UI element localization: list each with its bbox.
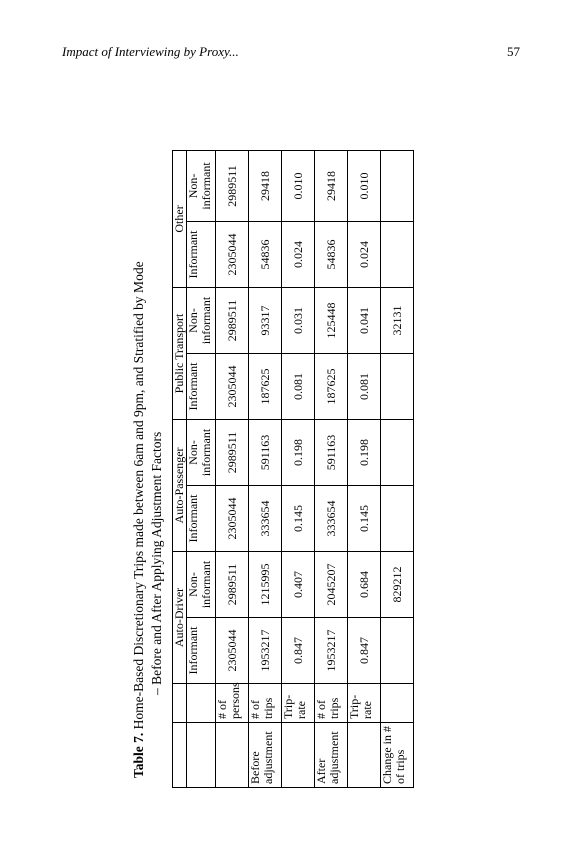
rotated-table-block	[125, 123, 441, 813]
table-cell: 2989511	[216, 419, 249, 485]
table-label: Table 7.	[131, 732, 146, 778]
table-cell: 0.684	[348, 551, 381, 617]
mode-header-public-transport: Public Transport	[173, 287, 187, 419]
table-cell: 1953217	[249, 618, 282, 684]
table-cell: 93317	[249, 287, 282, 353]
table-cell: 333654	[315, 485, 348, 551]
table-row	[216, 150, 249, 787]
subheader-row	[187, 150, 216, 787]
table-cell: 187625	[315, 353, 348, 419]
table-cell: 1953217	[315, 618, 348, 684]
subheader-non-informant: Non-informant	[187, 419, 216, 485]
table-cell: 2305044	[216, 485, 249, 551]
mode-header-row	[173, 150, 187, 787]
table-cell: 0.031	[282, 287, 315, 353]
mode-header-other: Other	[173, 150, 187, 287]
table-cell: 0.010	[282, 150, 315, 221]
subheader-informant: Informant	[187, 618, 216, 684]
table-cell: 0.024	[348, 221, 381, 287]
table-cell: 1215995	[249, 551, 282, 617]
table-cell: 2305044	[216, 221, 249, 287]
empty-cell	[187, 723, 216, 788]
table-cell	[381, 353, 414, 419]
row-measure-label: # of trips	[315, 684, 348, 723]
subheader-informant: Informant	[187, 353, 216, 419]
table-cell: 54836	[315, 221, 348, 287]
table-cell: 2045207	[315, 551, 348, 617]
table-cell: 0.024	[282, 221, 315, 287]
table-cell: 0.847	[348, 618, 381, 684]
row-measure-label: # of persons	[216, 684, 249, 723]
row-group-label: Change in # of trips	[381, 723, 414, 788]
subheader-non-informant: Non-informant	[187, 551, 216, 617]
running-title: Impact of Interviewing by Proxy...	[62, 44, 239, 59]
table-cell	[381, 618, 414, 684]
table-cell: 0.081	[348, 353, 381, 419]
row-group-label	[216, 723, 249, 788]
empty-cell	[187, 684, 216, 723]
page-number: 57	[507, 44, 520, 59]
table-cell: 187625	[249, 353, 282, 419]
mode-header-auto-passenger: Auto-Passenger	[173, 419, 187, 551]
table-cell	[381, 419, 414, 485]
subheader-informant: Informant	[187, 485, 216, 551]
table-cell: 0.041	[348, 287, 381, 353]
table-cell: 0.081	[282, 353, 315, 419]
table-cell: 591163	[315, 419, 348, 485]
row-group-label	[348, 723, 381, 788]
table-cell: 32131	[381, 287, 414, 353]
table-row	[282, 150, 315, 787]
table-cell: 2989511	[216, 150, 249, 221]
subheader-non-informant: Non-informant	[187, 150, 216, 221]
row-group-label: Before adjustment	[249, 723, 282, 788]
table-caption	[131, 261, 147, 778]
mode-header-auto-driver: Auto-Driver	[173, 551, 187, 683]
table-cell: 54836	[249, 221, 282, 287]
table-title: Home-Based Discretionary Trips made between 6am and 9pm, and Stratified by Mode	[131, 261, 146, 730]
table-cell	[381, 485, 414, 551]
row-measure-label: Trip-rate	[348, 684, 381, 723]
table-cell	[381, 221, 414, 287]
row-measure-label: # of trips	[249, 684, 282, 723]
table-subtitle: – Before and After Applying Adjustment Factors	[149, 431, 164, 695]
table-cell: 2305044	[216, 618, 249, 684]
table-cell: 125448	[315, 287, 348, 353]
table-cell	[381, 150, 414, 221]
table-cell: 2989511	[216, 287, 249, 353]
table-cell: 29418	[249, 150, 282, 221]
running-header	[62, 44, 520, 64]
table-cell: 29418	[315, 150, 348, 221]
table-cell: 0.407	[282, 551, 315, 617]
row-group-label	[282, 723, 315, 788]
empty-cell	[173, 684, 187, 723]
row-measure-label: Trip-rate	[282, 684, 315, 723]
row-measure-label	[381, 684, 414, 723]
table-row	[348, 150, 381, 787]
table-cell: 591163	[249, 419, 282, 485]
table-cell: 0.145	[348, 485, 381, 551]
table-row	[249, 150, 282, 787]
table-cell: 2305044	[216, 353, 249, 419]
table-cell: 829212	[381, 551, 414, 617]
table-cell: 2989511	[216, 551, 249, 617]
table-cell: 0.847	[282, 618, 315, 684]
empty-cell	[173, 723, 187, 788]
subheader-informant: Informant	[187, 221, 216, 287]
data-table	[172, 150, 414, 788]
table-cell: 0.010	[348, 150, 381, 221]
table-row	[315, 150, 348, 787]
table-row	[381, 150, 414, 787]
table-cell: 0.145	[282, 485, 315, 551]
table-cell: 0.198	[282, 419, 315, 485]
table-cell: 0.198	[348, 419, 381, 485]
row-group-label: After adjustment	[315, 723, 348, 788]
subheader-non-informant: Non-informant	[187, 287, 216, 353]
table-cell: 333654	[249, 485, 282, 551]
